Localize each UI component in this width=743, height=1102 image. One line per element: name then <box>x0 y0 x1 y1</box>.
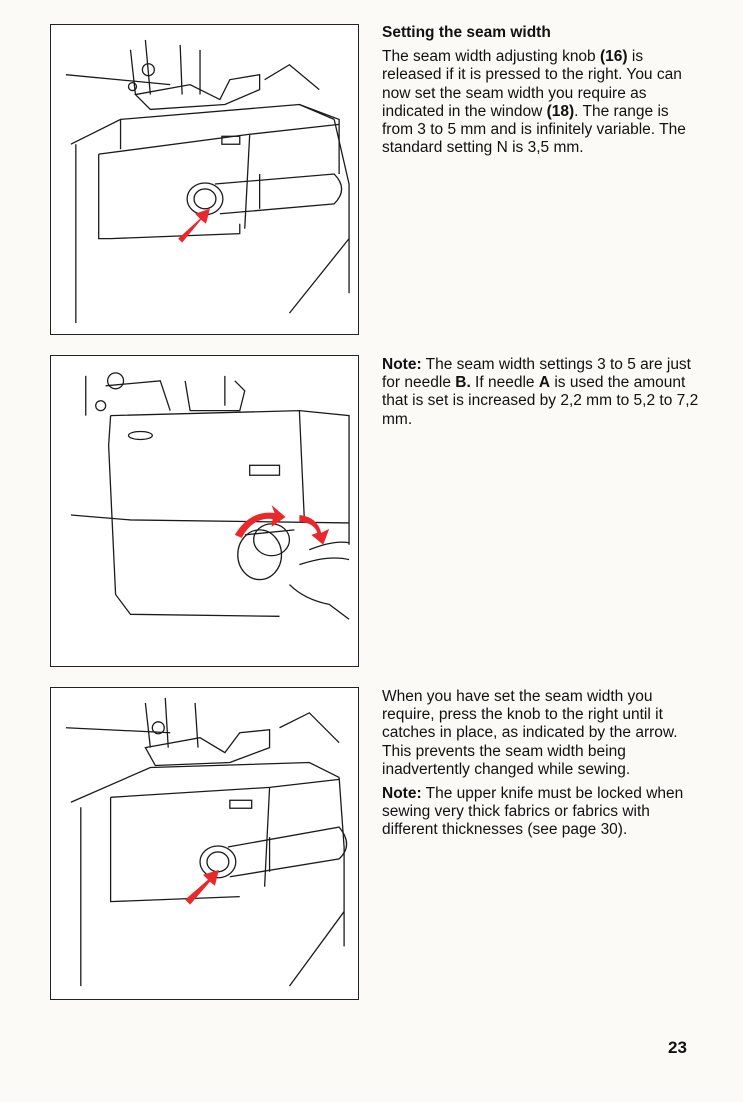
note-label: Note: <box>382 785 422 803</box>
sewing-machine-drawing-3 <box>51 688 358 999</box>
illustration-turn-knob <box>50 355 359 667</box>
text-span: If needle <box>470 374 539 392</box>
sewing-machine-drawing-2 <box>51 356 358 666</box>
section3-para1: When you have set the seam width you require, press the knob to the right until it catches in place, as indicated by the arrow. This prevents the seam width being inadvertently changed while sewing. <box>382 688 678 778</box>
needle-a: A <box>538 374 551 392</box>
text-span: The upper knife must be locked when sewing very thick fabrics or fabrics with different thicknesses (see page 30). <box>382 785 684 839</box>
illustration-press-knob <box>50 24 359 335</box>
section-heading: Setting the seam width <box>382 24 551 41</box>
text-span: The seam width adjusting knob <box>382 48 600 66</box>
ref-16: (16) <box>599 48 628 66</box>
text-span: is released if it is pressed to the right. You can now set the seam width you require as indicated in the window <box>382 48 682 120</box>
text-span: is used the amount that is set is increased by 2,2 mm to 5,2 to 7,2 mm. <box>382 374 699 428</box>
page-number: 23 <box>668 1038 687 1057</box>
illustration-lock-knob <box>50 687 359 1000</box>
section1-body <box>382 48 702 157</box>
section3-note <box>382 785 702 840</box>
section-locking <box>382 688 702 846</box>
section-setting-seam-width <box>382 24 702 163</box>
sewing-machine-drawing-1 <box>51 25 358 334</box>
press-arrow <box>178 209 210 243</box>
ref-18: (18) <box>546 102 575 120</box>
note-label: Note: <box>382 356 422 373</box>
section-note-needles <box>382 356 702 435</box>
lock-arrow <box>185 870 219 905</box>
needle-b: B. <box>455 374 471 392</box>
text-span: The seam width settings 3 to 5 are just for needle <box>382 356 691 392</box>
section2-body <box>382 356 702 429</box>
text-span: . The range is from 3 to 5 mm and is infinitely variable. The standard setting N is 3,5 mm. <box>382 102 686 157</box>
